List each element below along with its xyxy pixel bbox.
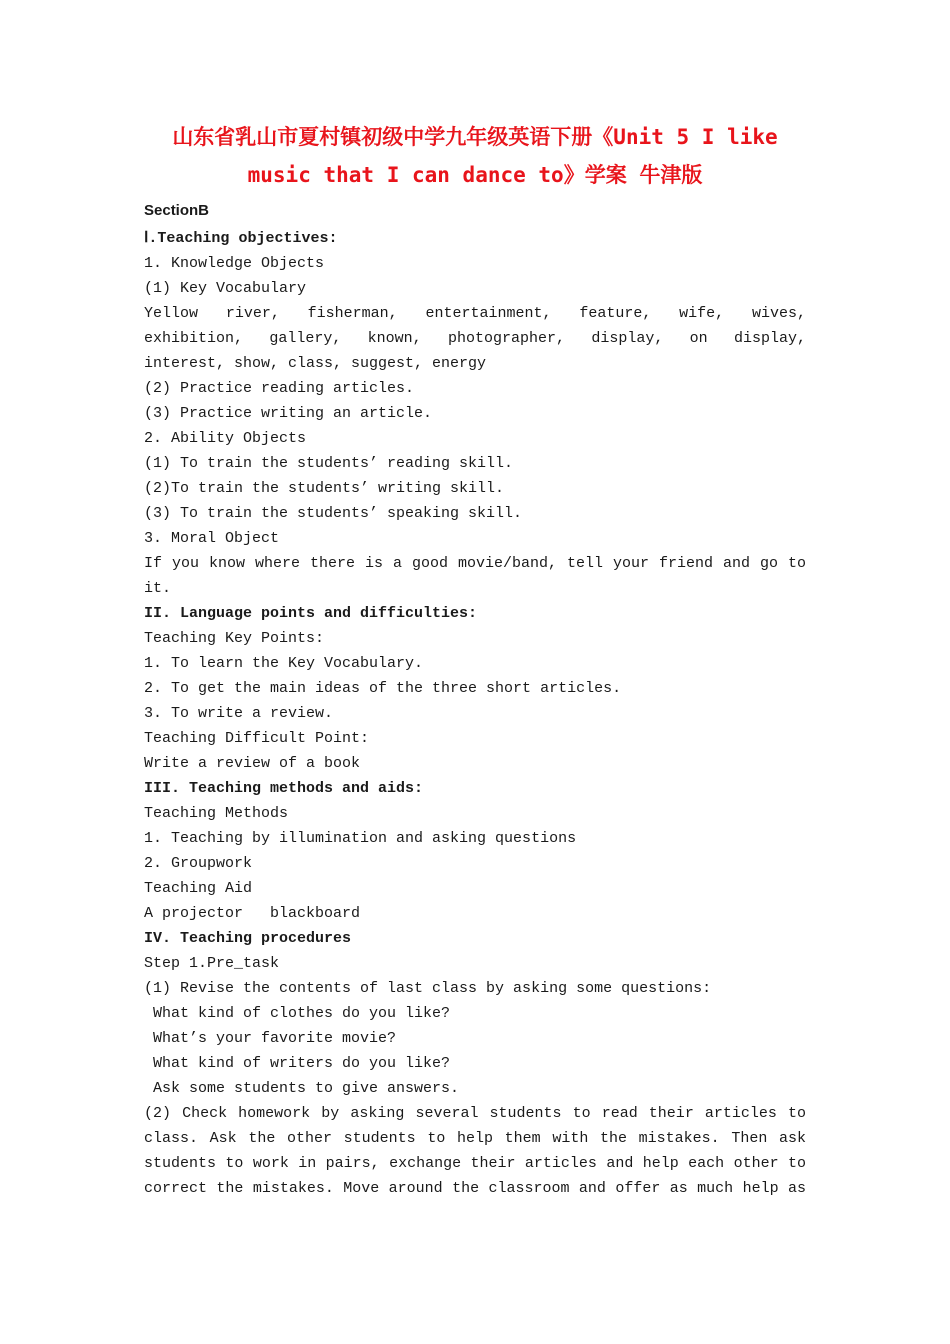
text-line: 1. Knowledge Objects	[144, 255, 325, 272]
section-heading: IV. Teaching procedures	[144, 930, 352, 947]
text-line: Teaching Methods	[144, 805, 289, 822]
text-line: 2. Ability Objects	[144, 430, 307, 447]
text-line: What kind of clothes do you like?	[144, 1005, 451, 1022]
text-line: correct the mistakes. Move around the classroom and offer as much help as	[144, 1180, 806, 1197]
text-line: (3) Practice writing an article.	[144, 405, 433, 422]
text-line: Teaching Difficult Point:	[144, 730, 370, 747]
text-line: 3. To write a review.	[144, 705, 334, 722]
text-line: 3. Moral Object	[144, 530, 280, 547]
document-body	[144, 198, 806, 1201]
text-line: (1) Revise the contents of last class by asking some questions:	[144, 980, 712, 997]
text-line: (2) Check homework by asking several students to read their articles to	[144, 1105, 806, 1122]
text-line: students to work in pairs, exchange their articles and help each other to	[144, 1155, 806, 1172]
section-heading: III. Teaching methods and aids:	[144, 780, 424, 797]
text-line: (1) To train the students’ reading skill.	[144, 455, 514, 472]
text-line: exhibition, gallery, known, photographer, display, on display,	[144, 330, 806, 347]
text-line: A projector blackboard	[144, 905, 361, 922]
text-line: (3) To train the students’ speaking skill.	[144, 505, 523, 522]
document-title-line-2: music that I can dance to》学案 牛津版	[247, 163, 703, 187]
text-line: 2. Groupwork	[144, 855, 253, 872]
text-line: If you know where there is a good movie/band, tell your friend and go to	[144, 555, 806, 572]
text-line: What kind of writers do you like?	[144, 1055, 451, 1072]
text-line: (1) Key Vocabulary	[144, 280, 307, 297]
text-line: (2) Practice reading articles.	[144, 380, 415, 397]
body-lines	[144, 226, 806, 1201]
text-line: interest, show, class, suggest, energy	[144, 355, 487, 372]
text-line: Teaching Aid	[144, 880, 253, 897]
section-label: SectionB	[144, 202, 210, 219]
text-line: Write a review of a book	[144, 755, 361, 772]
text-line: 1. Teaching by illumination and asking questions	[144, 830, 577, 847]
text-line: 2. To get the main ideas of the three short articles.	[144, 680, 622, 697]
section-heading: Ⅰ.Teaching objectives:	[144, 230, 338, 247]
text-line: 1. To learn the Key Vocabulary.	[144, 655, 424, 672]
text-line: Teaching Key Points:	[144, 630, 325, 647]
text-line: Yellow river, fisherman, entertainment, feature, wife, wives,	[144, 305, 806, 322]
text-line: it.	[144, 580, 172, 597]
document-title-line-1: 山东省乳山市夏村镇初级中学九年级英语下册《Unit 5 I like	[172, 125, 778, 149]
section-heading: II. Language points and difficulties:	[144, 605, 478, 622]
text-line: Ask some students to give answers.	[144, 1080, 460, 1097]
text-line: class. Ask the other students to help them with the mistakes. Then ask	[144, 1130, 806, 1147]
text-line: (2)To train the students’ writing skill.	[144, 480, 505, 497]
text-line: What’s your favorite movie?	[144, 1030, 397, 1047]
text-line: Step 1.Pre_task	[144, 955, 280, 972]
